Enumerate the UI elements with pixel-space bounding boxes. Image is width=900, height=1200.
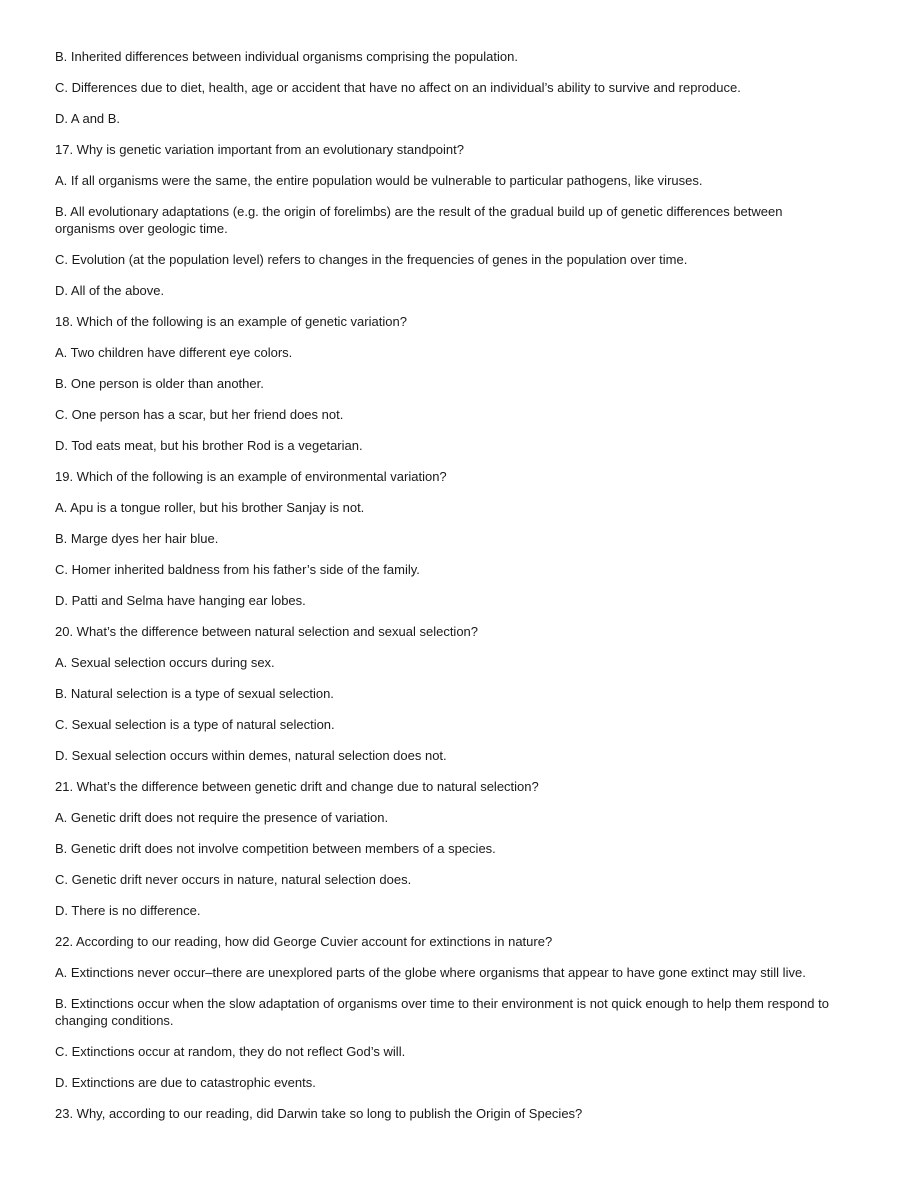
document-page [55,48,845,1136]
answer-option: C. Genetic drift never occurs in nature, natural selection does. [55,872,412,887]
answer-option: C. Extinctions occur at random, they do not reflect God’s will. [55,1044,406,1059]
answer-option: D. All of the above. [55,283,165,298]
answer-option: C. Differences due to diet, health, age or accident that have no affect on an individual’s ability to survive and reproduce. [55,80,741,95]
answer-option: B. All evolutionary adaptations (e.g. the origin of forelimbs) are the result of the gradual build up of genetic differences between organisms over geologic time. [55,204,783,236]
question-23: 23. Why, according to our reading, did Darwin take so long to publish the Origin of Species? [55,1106,583,1121]
answer-option: B. Genetic drift does not involve competition between members of a species. [55,841,496,856]
answer-option: B. Extinctions occur when the slow adaptation of organisms over time to their environment is not quick enough to help them respond to changing conditions. [55,996,829,1028]
answer-option: A. Apu is a tongue roller, but his brother Sanjay is not. [55,500,365,515]
answer-option: C. Sexual selection is a type of natural selection. [55,717,335,732]
answer-option: D. Tod eats meat, but his brother Rod is a vegetarian. [55,438,363,453]
question-18: 18. Which of the following is an example of genetic variation? [55,314,407,329]
question-19: 19. Which of the following is an example of environmental variation? [55,469,447,484]
answer-option: D. There is no difference. [55,903,201,918]
question-17: 17. Why is genetic variation important from an evolutionary standpoint? [55,142,464,157]
answer-option: C. Evolution (at the population level) refers to changes in the frequencies of genes in the population over time. [55,252,688,267]
answer-option: B. One person is older than another. [55,376,264,391]
answer-option: D. Extinctions are due to catastrophic events. [55,1075,316,1090]
answer-option: D. A and B. [55,111,121,126]
answer-option: B. Natural selection is a type of sexual selection. [55,686,334,701]
question-21: 21. What’s the difference between genetic drift and change due to natural selection? [55,779,539,794]
answer-option: A. Sexual selection occurs during sex. [55,655,275,670]
answer-option: A. Two children have different eye colors. [55,345,293,360]
question-20: 20. What’s the difference between natural selection and sexual selection? [55,624,479,639]
answer-option: D. Sexual selection occurs within demes, natural selection does not. [55,748,447,763]
answer-option: D. Patti and Selma have hanging ear lobes. [55,593,306,608]
answer-option: B. Inherited differences between individual organisms comprising the population. [55,49,518,64]
answer-option: A. If all organisms were the same, the entire population would be vulnerable to particular pathogens, like viruses. [55,173,703,188]
answer-option: A. Extinctions never occur–there are unexplored parts of the globe where organisms that appear to have gone extinct may still live. [55,965,806,980]
answer-option: B. Marge dyes her hair blue. [55,531,219,546]
answer-option: C. Homer inherited baldness from his father’s side of the family. [55,562,420,577]
question-22: 22. According to our reading, how did George Cuvier account for extinctions in nature? [55,934,553,949]
answer-option: C. One person has a scar, but her friend does not. [55,407,344,422]
answer-option: A. Genetic drift does not require the presence of variation. [55,810,389,825]
